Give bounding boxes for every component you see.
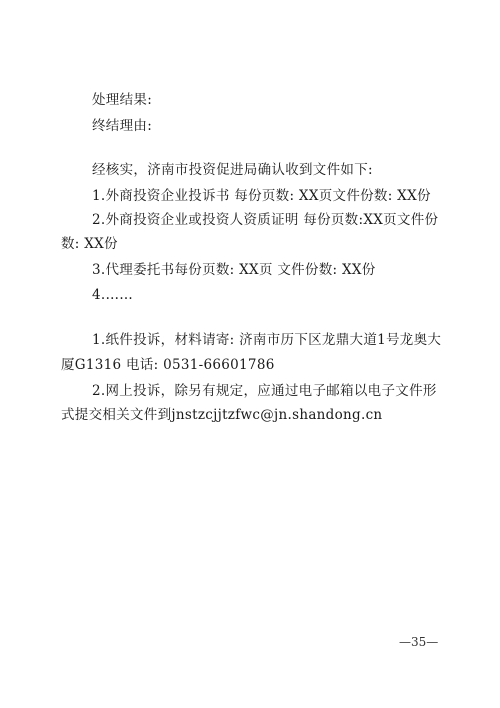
verification-item-2-continued: 数: XX份 bbox=[61, 236, 118, 252]
verification-item-2: 2.外商投资企业或投资人资质证明 每份页数:XX页文件份 bbox=[92, 212, 439, 228]
online-complaint-line-1: 2.网上投诉，除另有规定，应通过电子邮箱以电子文件形 bbox=[92, 383, 437, 399]
page-number: —35— bbox=[399, 635, 439, 649]
paper-complaint-line-2: 厦G1316 电话: 0531-66601786 bbox=[61, 357, 275, 373]
verification-item-3: 3.代理委托书每份页数: XX页 文件份数: XX份 bbox=[92, 262, 376, 278]
verification-intro: 经核实，济南市投资促进局确认收到文件如下: bbox=[92, 162, 373, 178]
paper-complaint-line-1: 1.纸件投诉，材料请寄: 济南市历下区龙鼎大道1号龙奥大 bbox=[92, 332, 442, 348]
online-complaint-line-2: 式提交相关文件到jnstzcjjtzfwc@jn.shandong.cn bbox=[61, 407, 383, 423]
verification-item-4: 4.…… bbox=[92, 287, 134, 303]
processing-result-label: 处理结果: bbox=[92, 92, 153, 108]
termination-reason-label: 终结理由: bbox=[92, 118, 153, 134]
verification-item-1: 1.外商投资企业投诉书 每份页数: XX页文件份数: XX份 bbox=[92, 188, 431, 204]
